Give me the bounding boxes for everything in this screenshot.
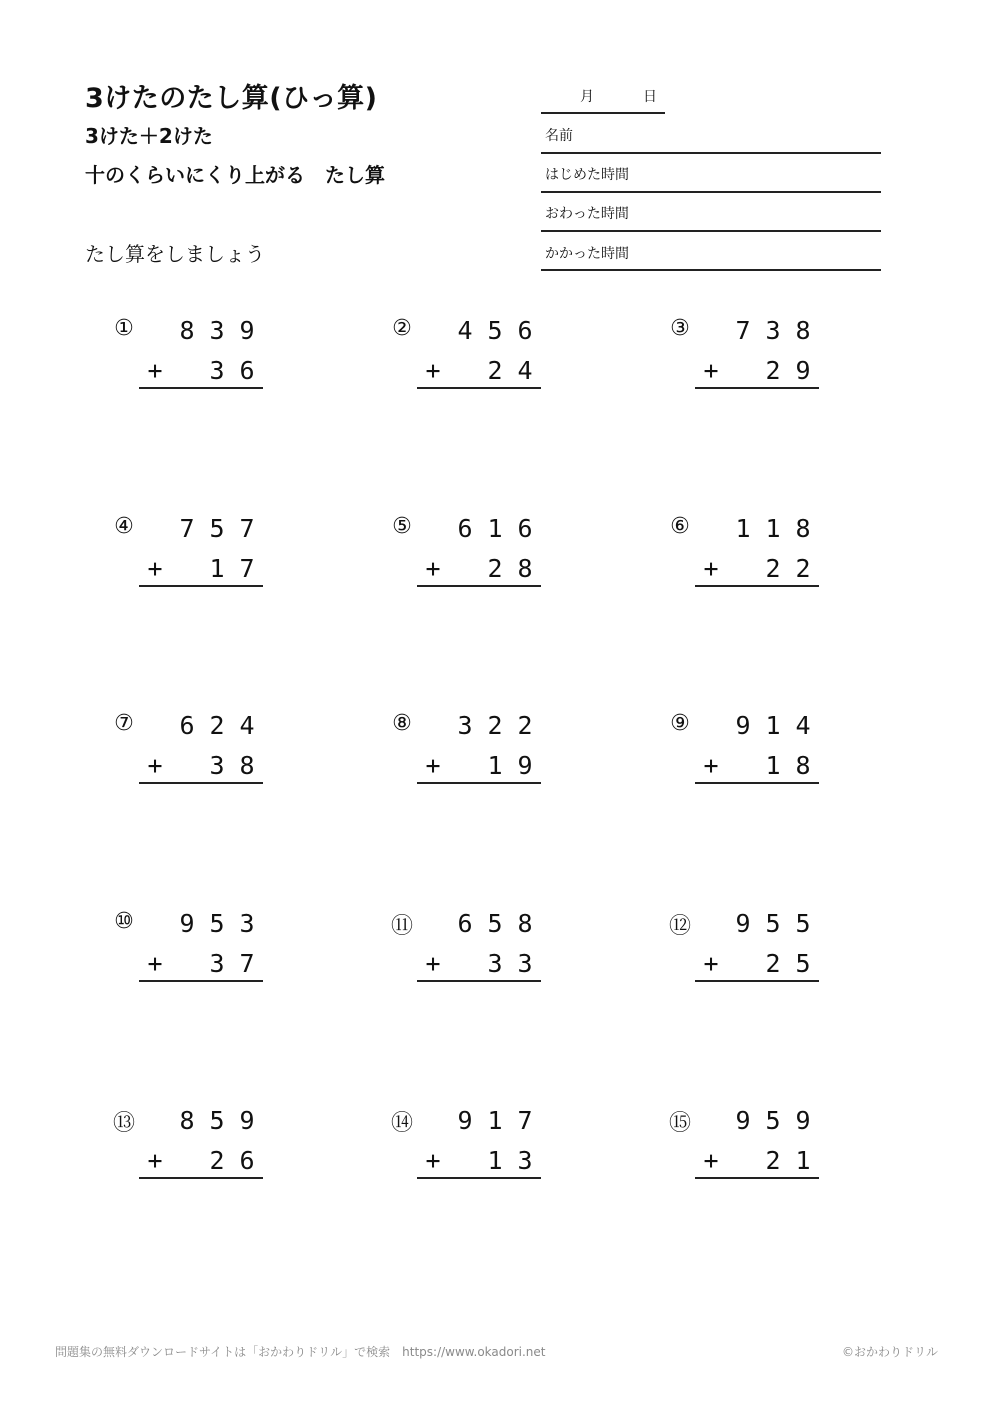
augend-digit: 8 [795, 316, 811, 345]
plus-sign: + [703, 554, 719, 583]
addend-digit: 8 [517, 554, 533, 583]
augend-digit: 1 [487, 514, 503, 543]
problem-5 [391, 514, 591, 604]
problem-3 [669, 316, 869, 406]
augend-digit: 5 [765, 1106, 781, 1135]
answer-line [139, 782, 263, 784]
name-label: 名前 [545, 128, 573, 144]
addend-digit: 2 [487, 356, 503, 385]
problem-number: ⑧ [392, 711, 412, 736]
augend-digit: 1 [765, 711, 781, 740]
problem-number: ① [114, 316, 134, 341]
plus-sign: + [703, 1146, 719, 1175]
problem-number: ⑦ [114, 711, 134, 736]
augend-digit: 6 [179, 711, 195, 740]
month-label: 月 [580, 89, 594, 105]
augend-digit: 2 [517, 711, 533, 740]
addend-digit: 9 [517, 751, 533, 780]
augend-digit: 9 [239, 316, 255, 345]
augend-digit: 8 [517, 909, 533, 938]
problem-13 [113, 1106, 313, 1196]
start-time-line [541, 191, 881, 193]
end-time-label: おわった時間 [545, 206, 629, 222]
problem-number: ⑩ [114, 909, 134, 934]
augend-digit: 3 [209, 316, 225, 345]
plus-sign: + [425, 1146, 441, 1175]
problem-number: ⑥ [670, 514, 690, 539]
augend-digit: 6 [517, 514, 533, 543]
problem-4 [113, 514, 313, 604]
addend-digit: 3 [487, 949, 503, 978]
answer-line [695, 1177, 819, 1179]
problem-number: ⑭ [390, 1111, 413, 1136]
addend-digit: 3 [517, 949, 533, 978]
addend-digit: 5 [795, 949, 811, 978]
problem-10 [113, 909, 313, 999]
augend-digit: 5 [487, 909, 503, 938]
augend-digit: 7 [179, 514, 195, 543]
addend-digit: 1 [795, 1146, 811, 1175]
problem-1 [113, 316, 313, 406]
answer-line [139, 980, 263, 982]
addend-digit: 3 [517, 1146, 533, 1175]
addend-digit: 2 [765, 1146, 781, 1175]
augend-digit: 8 [795, 514, 811, 543]
augend-digit: 5 [487, 316, 503, 345]
problem-12 [669, 909, 869, 999]
problem-number: ⑮ [668, 1111, 691, 1136]
augend-digit: 5 [209, 514, 225, 543]
augend-digit: 2 [209, 711, 225, 740]
answer-line [417, 585, 541, 587]
answer-line [139, 1177, 263, 1179]
plus-sign: + [425, 751, 441, 780]
augend-digit: 9 [735, 711, 751, 740]
problem-number: ⑪ [390, 914, 413, 939]
addend-digit: 4 [517, 356, 533, 385]
augend-digit: 5 [795, 909, 811, 938]
augend-digit: 9 [735, 909, 751, 938]
addend-digit: 9 [795, 356, 811, 385]
augend-digit: 1 [735, 514, 751, 543]
augend-digit: 3 [239, 909, 255, 938]
plus-sign: + [147, 751, 163, 780]
problem-7 [113, 711, 313, 801]
addend-digit: 2 [765, 554, 781, 583]
plus-sign: + [425, 949, 441, 978]
augend-digit: 9 [179, 909, 195, 938]
problem-15 [669, 1106, 869, 1196]
footer-site-text: 問題集の無料ダウンロードサイトは「おかわりドリル」で検索 https://www.okadori.net [55, 1345, 546, 1359]
problem-number: ② [392, 316, 412, 341]
plus-sign: + [703, 356, 719, 385]
addend-digit: 1 [209, 554, 225, 583]
augend-digit: 5 [209, 1106, 225, 1135]
addend-digit: 1 [487, 1146, 503, 1175]
answer-line [417, 980, 541, 982]
augend-digit: 8 [179, 1106, 195, 1135]
plus-sign: + [425, 554, 441, 583]
addend-digit: 8 [239, 751, 255, 780]
worksheet-title: 3けたのたし算(ひっ算) [85, 83, 378, 114]
start-time-label: はじめた時間 [545, 167, 629, 183]
augend-digit: 5 [209, 909, 225, 938]
augend-digit: 3 [765, 316, 781, 345]
problem-11 [391, 909, 591, 999]
addend-digit: 2 [795, 554, 811, 583]
augend-digit: 1 [487, 1106, 503, 1135]
augend-digit: 3 [457, 711, 473, 740]
problem-number: ⑫ [668, 914, 691, 939]
answer-line [417, 387, 541, 389]
date-line [541, 112, 665, 114]
augend-digit: 8 [179, 316, 195, 345]
addend-digit: 3 [209, 356, 225, 385]
plus-sign: + [147, 554, 163, 583]
plus-sign: + [425, 356, 441, 385]
worksheet-subtitle: 3けた＋2けた [85, 124, 213, 148]
augend-digit: 7 [517, 1106, 533, 1135]
augend-digit: 9 [735, 1106, 751, 1135]
addend-digit: 7 [239, 554, 255, 583]
answer-line [139, 585, 263, 587]
day-label: 日 [643, 89, 657, 105]
end-time-line [541, 230, 881, 232]
name-line [541, 152, 881, 154]
problem-8 [391, 711, 591, 801]
problem-2 [391, 316, 591, 406]
augend-digit: 1 [765, 514, 781, 543]
augend-digit: 9 [795, 1106, 811, 1135]
answer-line [695, 782, 819, 784]
augend-digit: 4 [795, 711, 811, 740]
answer-line [417, 1177, 541, 1179]
plus-sign: + [703, 751, 719, 780]
addend-digit: 2 [487, 554, 503, 583]
addend-digit: 1 [765, 751, 781, 780]
addend-digit: 3 [209, 751, 225, 780]
augend-digit: 4 [457, 316, 473, 345]
augend-digit: 9 [457, 1106, 473, 1135]
addend-digit: 2 [765, 356, 781, 385]
plus-sign: + [147, 356, 163, 385]
augend-digit: 2 [487, 711, 503, 740]
problem-9 [669, 711, 869, 801]
augend-digit: 7 [239, 514, 255, 543]
addend-digit: 1 [487, 751, 503, 780]
addend-digit: 8 [795, 751, 811, 780]
answer-line [417, 782, 541, 784]
addend-digit: 2 [209, 1146, 225, 1175]
problem-number: ④ [114, 514, 134, 539]
answer-line [695, 585, 819, 587]
elapsed-time-line [541, 269, 881, 271]
answer-line [695, 980, 819, 982]
problem-number: ⑨ [670, 711, 690, 736]
elapsed-time-label: かかった時間 [545, 246, 629, 262]
footer-copyright: ©おかわりドリル [841, 1345, 938, 1359]
augend-digit: 6 [457, 909, 473, 938]
addend-digit: 2 [765, 949, 781, 978]
problem-number: ⑬ [112, 1111, 135, 1136]
problem-number: ⑤ [392, 514, 412, 539]
answer-line [695, 387, 819, 389]
worksheet-topic: 十のくらいにくり上がる たし算 [85, 163, 385, 187]
plus-sign: + [147, 1146, 163, 1175]
addend-digit: 7 [239, 949, 255, 978]
plus-sign: + [147, 949, 163, 978]
problem-6 [669, 514, 869, 604]
problem-14 [391, 1106, 591, 1196]
instruction-text: たし算をしましょう [85, 242, 265, 266]
addend-digit: 6 [239, 356, 255, 385]
augend-digit: 9 [239, 1106, 255, 1135]
augend-digit: 7 [735, 316, 751, 345]
augend-digit: 6 [517, 316, 533, 345]
problem-number: ③ [670, 316, 690, 341]
answer-line [139, 387, 263, 389]
addend-digit: 3 [209, 949, 225, 978]
augend-digit: 6 [457, 514, 473, 543]
augend-digit: 4 [239, 711, 255, 740]
augend-digit: 5 [765, 909, 781, 938]
addend-digit: 6 [239, 1146, 255, 1175]
plus-sign: + [703, 949, 719, 978]
